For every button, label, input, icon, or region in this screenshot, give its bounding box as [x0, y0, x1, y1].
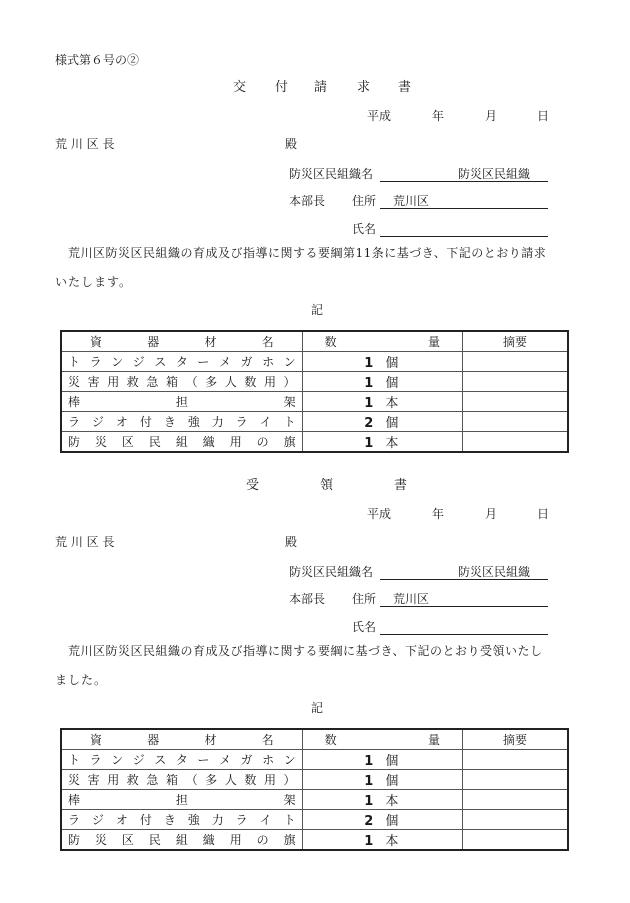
item-name-chars	[68, 433, 296, 450]
item-char: ラ	[68, 415, 81, 429]
item-quantity	[302, 392, 462, 412]
item-char: 用	[229, 435, 242, 449]
item-name	[61, 432, 302, 453]
date-day: 日	[537, 507, 550, 521]
quantity-unit: 個	[385, 774, 401, 789]
quantity-unit: 個	[385, 814, 401, 829]
table-header-row	[61, 331, 568, 352]
role-label: 本部長	[289, 194, 326, 208]
header-name-chars	[90, 731, 274, 748]
ki-label: 記	[311, 701, 324, 715]
item-char: 織	[202, 833, 215, 847]
item-char: 多	[205, 375, 218, 389]
item-char: ン	[111, 355, 124, 369]
item-char: 用	[263, 375, 276, 389]
header-char: 要	[514, 335, 527, 349]
date-month: 月	[485, 109, 498, 123]
item-char: 区	[121, 833, 134, 847]
item-char: 区	[121, 435, 134, 449]
item-quantity	[302, 770, 462, 790]
header-char: 名	[261, 335, 274, 349]
body-line-2: ました。	[55, 673, 108, 687]
name-label: 氏名	[352, 222, 377, 236]
quantity-number: 2	[364, 416, 376, 431]
item-char: 害	[87, 773, 100, 787]
quantity-unit: 個	[385, 376, 401, 391]
header-qty	[302, 729, 462, 750]
item-quantity	[302, 810, 462, 830]
item-char: 箱	[165, 375, 178, 389]
item-char: き	[163, 813, 176, 827]
item-char: 組	[175, 435, 188, 449]
item-char: 急	[146, 375, 159, 389]
item-char: ホ	[262, 355, 275, 369]
item-note	[462, 352, 568, 372]
item-char: ラ	[235, 813, 248, 827]
item-note	[462, 412, 568, 432]
table-header-row	[61, 729, 568, 750]
doc-title-char: 請	[314, 80, 328, 95]
name-underline	[380, 222, 548, 237]
table-row	[61, 770, 568, 790]
table-row	[61, 810, 568, 830]
header-char: 摘	[502, 335, 515, 349]
date-day: 日	[537, 109, 550, 123]
item-char: 強	[187, 813, 200, 827]
item-char: 織	[202, 435, 215, 449]
item-char: ジ	[91, 415, 104, 429]
item-char: の	[256, 833, 269, 847]
header-note	[462, 331, 568, 352]
header-name	[61, 331, 302, 352]
role-label: 本部長	[289, 592, 326, 606]
quantity-number: 1	[364, 356, 376, 371]
item-char: 救	[126, 773, 139, 787]
item-char: 災	[68, 773, 81, 787]
item-char: タ	[175, 355, 188, 369]
item-char: 棒	[68, 793, 81, 807]
item-char: 救	[126, 375, 139, 389]
item-char: （	[185, 375, 198, 389]
item-char: 箱	[165, 773, 178, 787]
quantity-unit: 本	[385, 436, 401, 451]
item-char: 旗	[283, 833, 296, 847]
header-char: 材	[204, 733, 217, 747]
date-era: 平成	[367, 507, 392, 521]
item-note	[462, 770, 568, 790]
item-char: ラ	[68, 813, 81, 827]
item-char: 災	[94, 435, 107, 449]
item-char: 害	[87, 375, 100, 389]
quantity-number: 1	[364, 774, 376, 789]
item-char: メ	[218, 753, 231, 767]
header-qty-chars	[325, 333, 440, 350]
item-char: 人	[224, 773, 237, 787]
item-char: 架	[283, 793, 296, 807]
header-char: 要	[514, 733, 527, 747]
item-char: ト	[68, 753, 81, 767]
item-char: 強	[187, 415, 200, 429]
item-name-chars	[68, 811, 296, 828]
item-char: タ	[175, 753, 188, 767]
doc-title-char: 求	[357, 80, 371, 95]
address-value: 荒川区	[393, 194, 430, 208]
header-char: 材	[204, 335, 217, 349]
quantity-unit: 個	[385, 754, 401, 769]
honorific: 殿	[285, 137, 298, 151]
header-note-chars	[503, 333, 527, 350]
item-char: ラ	[235, 415, 248, 429]
quantity-number: 1	[364, 396, 376, 411]
item-name-chars	[68, 771, 296, 788]
org-value: 防災区民組織	[458, 565, 531, 579]
doc-title-char: 書	[394, 478, 408, 493]
item-char: 民	[148, 435, 161, 449]
item-char: ）	[283, 773, 296, 787]
date-month: 月	[485, 507, 498, 521]
header-char: 器	[147, 335, 160, 349]
item-name	[61, 790, 302, 810]
quantity-unit: 個	[385, 356, 401, 371]
item-char: オ	[115, 813, 128, 827]
item-char: ガ	[240, 355, 253, 369]
item-char: ー	[197, 753, 210, 767]
item-char: 用	[107, 773, 120, 787]
item-char: 担	[175, 793, 188, 807]
header-note	[462, 729, 568, 750]
item-char: ス	[154, 753, 167, 767]
item-char: ー	[197, 355, 210, 369]
addressee: 荒 川 区 長	[55, 137, 115, 151]
item-char: イ	[259, 813, 272, 827]
header-name-chars	[90, 333, 274, 350]
item-name-chars	[68, 413, 296, 430]
name-label: 氏名	[352, 620, 377, 634]
quantity-number: 2	[364, 814, 376, 829]
table-row	[61, 412, 568, 432]
items-table	[60, 330, 569, 453]
item-name	[61, 392, 302, 412]
item-char: ト	[283, 415, 296, 429]
item-char: ホ	[262, 753, 275, 767]
item-char: 架	[283, 395, 296, 409]
item-char: 人	[224, 375, 237, 389]
date-year: 年	[432, 507, 445, 521]
item-char: 用	[263, 773, 276, 787]
body-line-1: 荒川区防災区民組織の育成及び指導に関する要綱に基づき、下記のとおり受領いたし	[68, 644, 543, 658]
item-char: 組	[175, 833, 188, 847]
address-label: 住所	[352, 592, 377, 606]
header-qty	[302, 331, 462, 352]
item-quantity	[302, 750, 462, 770]
item-name	[61, 412, 302, 432]
quantity-number: 1	[364, 754, 376, 769]
item-note	[462, 372, 568, 392]
item-char: き	[163, 415, 176, 429]
item-char: オ	[115, 415, 128, 429]
table-row	[61, 392, 568, 412]
header-char: 量	[427, 335, 440, 349]
item-char: ジ	[91, 813, 104, 827]
item-char: 災	[68, 375, 81, 389]
name-underline	[380, 620, 548, 635]
item-char: メ	[218, 355, 231, 369]
ki-label: 記	[311, 303, 324, 317]
quantity-number: 1	[364, 834, 376, 849]
item-quantity	[302, 790, 462, 810]
item-char: ジ	[132, 753, 145, 767]
doc-title-char: 付	[275, 80, 289, 95]
item-quantity	[302, 372, 462, 392]
item-char: ラ	[89, 753, 102, 767]
quantity-unit: 本	[385, 396, 401, 411]
quantity-unit: 個	[385, 416, 401, 431]
item-char: 急	[146, 773, 159, 787]
form-number: 様式第６号の②	[55, 53, 140, 67]
body-line-2: いたします。	[55, 275, 133, 289]
table-row	[61, 372, 568, 392]
date-era: 平成	[367, 109, 392, 123]
item-char: ラ	[89, 355, 102, 369]
doc-title-char: 書	[398, 80, 412, 95]
item-char: 防	[68, 833, 81, 847]
item-char: 民	[148, 833, 161, 847]
item-name	[61, 810, 302, 830]
item-char: ジ	[132, 355, 145, 369]
header-char: 数	[324, 335, 337, 349]
item-name-chars	[68, 791, 296, 808]
item-note	[462, 810, 568, 830]
item-name	[61, 352, 302, 372]
quantity-unit: 本	[385, 834, 401, 849]
item-char: 用	[229, 833, 242, 847]
header-char: 量	[427, 733, 440, 747]
item-char: ト	[283, 813, 296, 827]
body-line-1: 荒川区防災区民組織の育成及び指導に関する要綱第11条に基づき、下記のとおり請求	[68, 246, 547, 260]
item-note	[462, 750, 568, 770]
item-char: 用	[107, 375, 120, 389]
item-char: ガ	[240, 753, 253, 767]
item-name	[61, 372, 302, 392]
item-quantity	[302, 352, 462, 372]
item-quantity	[302, 432, 462, 453]
item-name-chars	[68, 353, 296, 370]
header-char: 名	[261, 733, 274, 747]
item-char: の	[256, 435, 269, 449]
item-char: 旗	[283, 435, 296, 449]
item-name-chars	[68, 373, 296, 390]
header-char: 摘	[502, 733, 515, 747]
table-row	[61, 432, 568, 453]
item-char: ン	[283, 355, 296, 369]
date-year: 年	[432, 109, 445, 123]
item-char: ン	[111, 753, 124, 767]
quantity-number: 1	[364, 436, 376, 451]
doc-title-char: 受	[246, 478, 260, 493]
org-label: 防災区民組織名	[289, 565, 374, 579]
header-char: 数	[324, 733, 337, 747]
item-char: ト	[68, 355, 81, 369]
doc-title-char: 交	[233, 80, 247, 95]
org-label: 防災区民組織名	[289, 167, 374, 181]
item-name-chars	[68, 831, 296, 848]
table-row	[61, 790, 568, 810]
doc-title-char: 領	[320, 478, 334, 493]
item-char: 災	[94, 833, 107, 847]
item-char: ）	[283, 375, 296, 389]
quantity-number: 1	[364, 376, 376, 391]
item-quantity	[302, 412, 462, 432]
header-qty-chars	[325, 731, 440, 748]
item-char: 付	[139, 415, 152, 429]
item-char: ン	[283, 753, 296, 767]
item-name	[61, 770, 302, 790]
table-row	[61, 830, 568, 851]
item-name	[61, 830, 302, 851]
header-char: 資	[90, 733, 103, 747]
item-char: 付	[139, 813, 152, 827]
item-char: 数	[244, 773, 257, 787]
item-char: 棒	[68, 395, 81, 409]
item-quantity	[302, 830, 462, 851]
address-label: 住所	[352, 194, 377, 208]
quantity-number: 1	[364, 794, 376, 809]
item-char: 防	[68, 435, 81, 449]
table-row	[61, 750, 568, 770]
item-name-chars	[68, 393, 296, 410]
items-table	[60, 728, 569, 851]
item-note	[462, 830, 568, 851]
item-char: 担	[175, 395, 188, 409]
item-char: ス	[154, 355, 167, 369]
item-name-chars	[68, 751, 296, 768]
item-note	[462, 432, 568, 453]
honorific: 殿	[285, 535, 298, 549]
header-name	[61, 729, 302, 750]
item-note	[462, 790, 568, 810]
org-value: 防災区民組織	[458, 167, 531, 181]
item-char: （	[185, 773, 198, 787]
quantity-unit: 本	[385, 794, 401, 809]
item-char: イ	[259, 415, 272, 429]
header-char: 器	[147, 733, 160, 747]
item-char: 力	[211, 415, 224, 429]
header-char: 資	[90, 335, 103, 349]
item-name	[61, 750, 302, 770]
table-row	[61, 352, 568, 372]
item-char: 数	[244, 375, 257, 389]
header-note-chars	[503, 731, 527, 748]
addressee: 荒 川 区 長	[55, 535, 115, 549]
item-char: 多	[205, 773, 218, 787]
item-note	[462, 392, 568, 412]
address-value: 荒川区	[393, 592, 430, 606]
item-char: 力	[211, 813, 224, 827]
